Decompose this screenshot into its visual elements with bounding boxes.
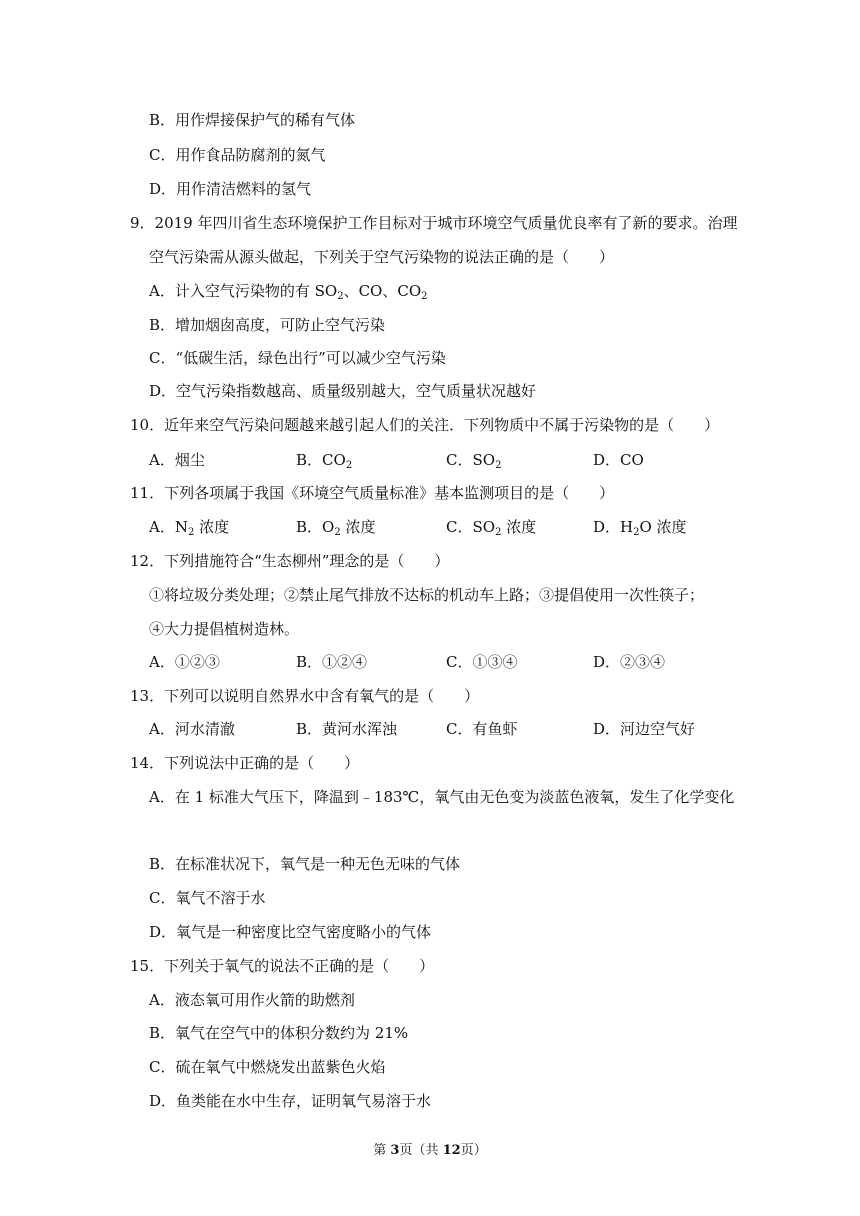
q10-stem: 10．近年来空气污染问题越来越引起人们的关注．下列物质中不属于污染物的是（ ）: [130, 416, 720, 434]
q15-option-b: B．氧气在空气中的体积分数约为 21%: [149, 1024, 409, 1042]
current-page-number: 3: [390, 1143, 400, 1158]
page-footer: 第 3页（共 12页）: [373, 1143, 487, 1158]
q11-option-c: C．$SO_2$ 浓度: [446, 518, 537, 538]
q9-option-b: B．增加烟囱高度，可防止空气污染: [149, 316, 386, 334]
q9-option-a-mid: 、CO、CO: [343, 282, 422, 300]
q9-option-d: D．空气污染指数越高、质量级别越大，空气质量状况越好: [149, 382, 537, 400]
q13-option-b: B．黄河水浑浊: [296, 720, 398, 738]
q11-option-b: B．$O_2$ 浓度: [296, 518, 376, 538]
q15-stem: 15．下列关于氧气的说法不正确的是（ ）: [130, 957, 435, 975]
q12-option-b: B．①②④: [296, 653, 368, 671]
q9-stem-line2: 空气污染需从源头做起，下列关于空气污染物的说法正确的是（ ）: [149, 248, 615, 266]
q11-option-d: D．$H_2O$ 浓度: [593, 518, 687, 538]
q11-option-a: A．$N_2$ 浓度: [149, 518, 230, 538]
q13-option-c: C．有鱼虾: [446, 720, 518, 738]
q9-option-a: [149, 281, 428, 301]
q12-stem: 12．下列措施符合“生态柳州”理念的是（ ）: [130, 552, 450, 570]
q10-option-a: A．烟尘: [149, 451, 205, 469]
q15-option-d: D．鱼类能在水中生存，证明氧气易溶于水: [149, 1092, 432, 1110]
q12-option-d: D．②③④: [593, 653, 666, 671]
q8-option-c: C．用作食品防腐剂的氮气: [149, 146, 326, 164]
q12-option-a: A．①②③: [149, 653, 220, 671]
q8-option-d: D．用作清洁燃料的氢气: [149, 180, 312, 198]
q9-option-c: C．“低碳生活，绿色出行”可以减少空气污染: [149, 349, 446, 367]
q8-option-b: B．用作焊接保护气的稀有气体: [149, 111, 356, 129]
q12-measures-line2: ④大力提倡植树造林。: [149, 620, 300, 638]
q15-option-a: A．液态氧可用作火箭的助燃剂: [149, 991, 355, 1009]
q14-option-b: B．在标准状况下，氧气是一种无色无味的气体: [149, 855, 461, 873]
q14-option-a: A．在 1 标准大气压下，降温到﹣183℃，氧气由无色变为淡蓝色液氧，发生了化学变化: [149, 788, 735, 806]
q9-option-a-prefix: A．计入空气污染物的有 SO: [149, 282, 338, 300]
q13-option-d: D．河边空气好: [593, 720, 696, 738]
q14-option-c: C．氧气不溶于水: [149, 889, 266, 907]
q11-stem: 11．下列各项属于我国《环境空气质量标准》基本监测项目的是（ ）: [130, 484, 615, 502]
q12-measures-line1: ①将垃圾分类处理；②禁止尾气排放不达标的机动车上路；③提倡使用一次性筷子；: [149, 586, 705, 604]
q13-option-a: A．河水清澈: [149, 720, 235, 738]
q15-option-c: C．硫在氧气中燃烧发出蓝紫色火焰: [149, 1058, 386, 1076]
q10-option-d: D．CO: [593, 451, 644, 469]
subscript: 2: [421, 291, 428, 302]
q10-option-b: B．$CO_2$: [296, 451, 353, 471]
total-page-number: 12: [442, 1143, 461, 1158]
q14-stem: 14．下列说法中正确的是（ ）: [130, 754, 360, 772]
subscript: 2: [337, 291, 344, 302]
q14-option-d: D．氧气是一种密度比空气密度略小的气体: [149, 923, 432, 941]
q10-option-c: C．$SO_2$: [446, 451, 502, 471]
q12-option-c: C．①③④: [446, 653, 518, 671]
q13-stem: 13．下列可以说明自然界水中含有氧气的是（ ）: [130, 687, 480, 705]
q9-stem-line1: 9．2019 年四川省生态环境保护工作目标对于城市环境空气质量优良率有了新的要求。治理: [130, 214, 738, 232]
